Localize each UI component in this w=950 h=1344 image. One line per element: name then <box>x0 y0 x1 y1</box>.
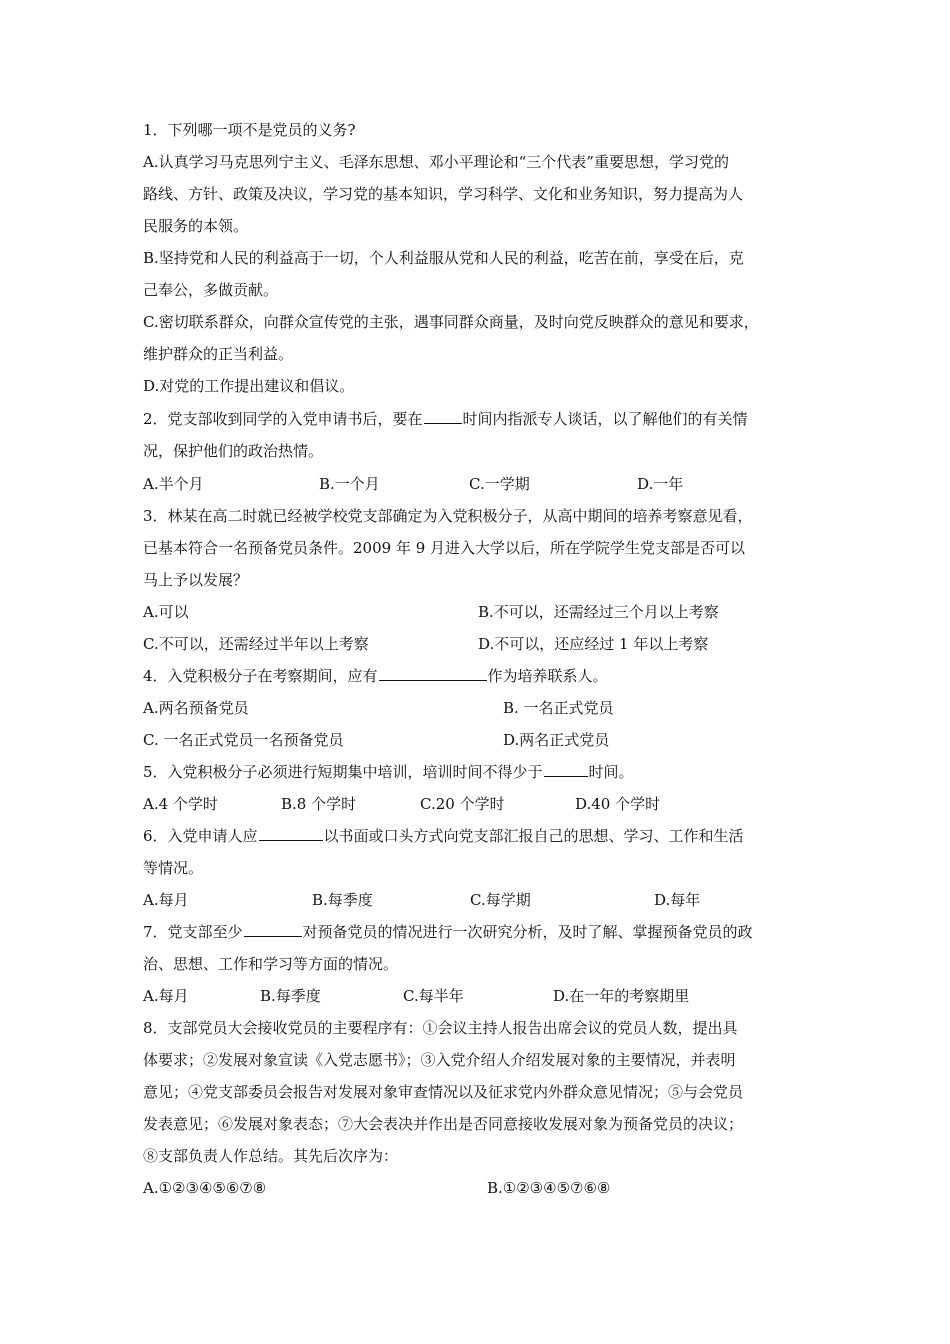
question-3-option-a: A.可以 <box>143 603 189 621</box>
answer-blank <box>544 762 588 777</box>
question-1-option-a-line-3: 民服务的本领。 <box>143 217 249 235</box>
question-6-option-d: D.每年 <box>654 891 701 909</box>
question-4-option-c: C. 一名正式党员一名预备党员 <box>143 731 344 749</box>
question-5-option-c: C.20 个学时 <box>420 795 505 813</box>
question-2-stem-pre: 2．党支部收到同学的入党申请书后，要在 <box>143 410 423 428</box>
question-6-stem-line-2: 等情况。 <box>143 859 204 877</box>
question-3-stem-line-1: 3．林某在高二时就已经被学校党支部确定为入党积极分子，从高中期间的培养考察意见看， <box>143 507 753 525</box>
question-3-stem-line-3: 马上予以发展？ <box>143 571 249 589</box>
question-1-option-d: D.对党的工作提出建议和倡议。 <box>143 377 355 395</box>
answer-blank <box>259 826 323 841</box>
question-1-option-c-line-2: 维护群众的正当利益。 <box>143 345 294 363</box>
question-7-option-d: D.在一年的考察期里 <box>553 987 690 1005</box>
question-4-option-b: B. 一名正式党员 <box>503 699 614 717</box>
question-6-stem-pre: 6．入党申请人应 <box>143 827 258 845</box>
question-6-option-b: B.每季度 <box>312 891 373 909</box>
question-8-stem-line-4: 发表意见；⑥发展对象表态；⑦大会表决并作出是否同意接收发展对象为预备党员的决议； <box>143 1115 744 1133</box>
question-7-option-a: A.每月 <box>143 987 189 1005</box>
question-1-option-a-line-2: 路线、方针、政策及决议，学习党的基本知识，学习科学、文化和业务知识，努力提高为人 <box>143 185 744 203</box>
question-4-option-a: A.两名预备党员 <box>143 699 249 717</box>
question-2-stem-line-2: 况，保护他们的政治热情。 <box>143 442 324 460</box>
question-4-stem-pre: 4．入党积极分子在考察期间，应有 <box>143 667 378 685</box>
question-5-option-d: D.40 个学时 <box>575 795 661 813</box>
question-5-stem <box>143 762 634 782</box>
question-5-stem-post: 时间。 <box>588 763 634 781</box>
question-8-option-a: A.①②③④⑤⑥⑦⑧ <box>143 1179 267 1197</box>
question-1-option-b-line-2: 己奉公，多做贡献。 <box>143 281 279 299</box>
question-1-option-c-line-1: C.密切联系群众，向群众宣传党的主张，遇事同群众商量，及时向党反映群众的意见和要求， <box>143 313 759 331</box>
answer-blank <box>379 666 487 681</box>
question-1-option-b-line-1: B.坚持党和人民的利益高于一切，个人利益服从党和人民的利益，吃苦在前，享受在后，克 <box>143 249 744 267</box>
question-4-option-d: D.两名正式党员 <box>503 731 610 749</box>
answer-blank <box>244 922 302 937</box>
question-5-stem-pre: 5．入党积极分子必须进行短期集中培训，培训时间不得少于 <box>143 763 543 781</box>
question-8-option-b: B.①②③④⑤⑦⑥⑧ <box>487 1179 611 1197</box>
question-2-stem-line-1 <box>143 409 748 429</box>
question-7-stem-line-1 <box>143 922 753 942</box>
question-3-option-b: B.不可以，还需经过三个月以上考察 <box>478 603 719 621</box>
question-4-stem-post: 作为培养联系人。 <box>487 667 608 685</box>
question-6-option-c: C.每学期 <box>470 891 531 909</box>
question-8-stem-line-2: 体要求；②发展对象宣读《入党志愿书》；③入党介绍人介绍发展对象的主要情况，并表明 <box>143 1051 736 1069</box>
question-6-stem-line-1 <box>143 826 744 846</box>
question-6-option-a: A.每月 <box>143 891 189 909</box>
question-3-option-c: C.不可以，还需经过半年以上考察 <box>143 635 369 653</box>
question-6-stem-post: 以书面或口头方式向党支部汇报自己的思想、学习、工作和生活 <box>323 827 744 845</box>
question-7-option-c: C.每半年 <box>403 987 464 1005</box>
question-2-stem-post: 时间内指派专人谈话，以了解他们的有关情 <box>462 410 748 428</box>
question-2-option-d: D.一年 <box>637 475 684 493</box>
question-7-option-b: B.每季度 <box>260 987 321 1005</box>
question-2-option-b: B.一个月 <box>319 475 380 493</box>
question-2-option-a: A.半个月 <box>143 475 204 493</box>
question-7-stem-pre: 7．党支部至少 <box>143 923 243 941</box>
question-5-option-b: B.8 个学时 <box>281 795 357 813</box>
question-8-stem-line-3: 意见；④党支部委员会报告对发展对象审查情况以及征求党内外群众意见情况；⑤与会党员 <box>143 1083 744 1101</box>
answer-blank <box>424 409 462 424</box>
question-4-stem <box>143 666 608 686</box>
question-8-stem-line-1: 8．支部党员大会接收党员的主要程序有：①会议主持人报告出席会议的党员人数，提出具 <box>143 1019 738 1037</box>
question-2-option-c: C.一学期 <box>469 475 530 493</box>
question-1-stem: 1．下列哪一项不是党员的义务? <box>143 121 356 139</box>
question-3-stem-line-2: 已基本符合一名预备党员条件。2009 年 9 月进入大学以后，所在学院学生党支部是否可以 <box>143 539 746 557</box>
question-8-stem-line-5: ⑧支部负责人作总结。其先后次序为： <box>143 1147 399 1165</box>
question-1-option-a-line-1: A.认真学习马克思列宁主义、毛泽东思想、邓小平理论和“三个代表”重要思想，学习党的 <box>143 153 729 171</box>
question-5-option-a: A.4 个学时 <box>143 795 218 813</box>
question-3-option-d: D.不可以，还应经过 1 年以上考察 <box>478 635 709 653</box>
question-7-stem-post: 对预备党员的情况进行一次研究分析，及时了解、掌握预备党员的政 <box>302 923 753 941</box>
question-7-stem-line-2: 治、思想、工作和学习等方面的情况。 <box>143 955 399 973</box>
